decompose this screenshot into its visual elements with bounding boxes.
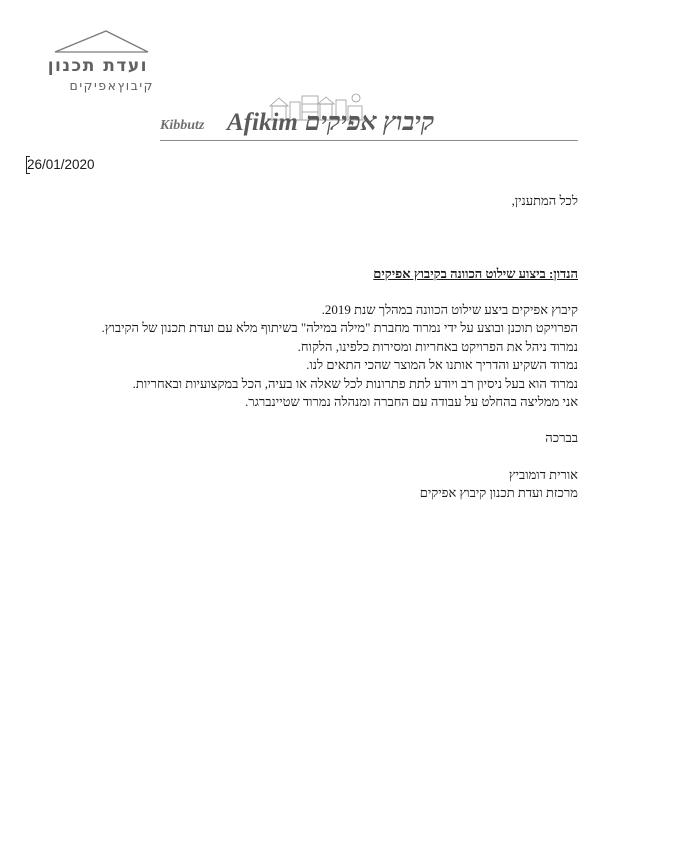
body-line: נמרוד ניהל את הפרויקט באחריות ומסירות כלפינו, הלקוח. (297, 339, 578, 354)
letter-date: 26/01/2020 (27, 157, 95, 172)
committee-title: ועדת תכנון (47, 56, 148, 76)
signer-title: מרכזת ועדת תכנון קיבוץ אפיקים (419, 485, 578, 500)
kibbutz-hebrew-name: קיבוץ אפיקים (305, 109, 435, 136)
body-line: אני ממליצה בהחלט על עבודה עם החברה ומנהלה נמרוד שטיינברגר. (244, 394, 578, 409)
body-line: נמרוד השקיע והדריך אותנו אל המוצר שהכי התאים לנו. (306, 357, 578, 372)
body-line: הפרויקט תוכנן ובוצע על ידי נמרוד מחברת "מילה במילה" בשיתוף מלא עם ועדת תכנון של הקיבוץ. (101, 320, 578, 335)
roof-icon (52, 30, 150, 54)
signer-name: אורית דומוביץ (508, 467, 578, 482)
kibbutz-header (160, 92, 580, 144)
kibbutz-latin-text: Kibbutz (160, 118, 205, 133)
afikim-latin-text: Afikim (227, 109, 298, 136)
greeting: לכל המתענין, (511, 193, 578, 208)
body-line: נמרוד הוא בעל ניסיון רב ויודע לתת פתרונות לכל שאלה או בעיה, הכל במקצועיות ובאחריות. (132, 376, 578, 391)
committee-logo (47, 30, 158, 96)
committee-subtitle: קיבוץאפיקים (69, 78, 154, 93)
header-divider (160, 140, 578, 141)
closing: בברכה (545, 430, 578, 445)
subject-line: הנדון: ביצוע שילוט הכוונה בקיבוץ אפיקים (373, 266, 578, 281)
body-line: קיבוץ אפיקים ביצע שילוט הכוונה במהלך שנת 2019. (321, 302, 578, 317)
